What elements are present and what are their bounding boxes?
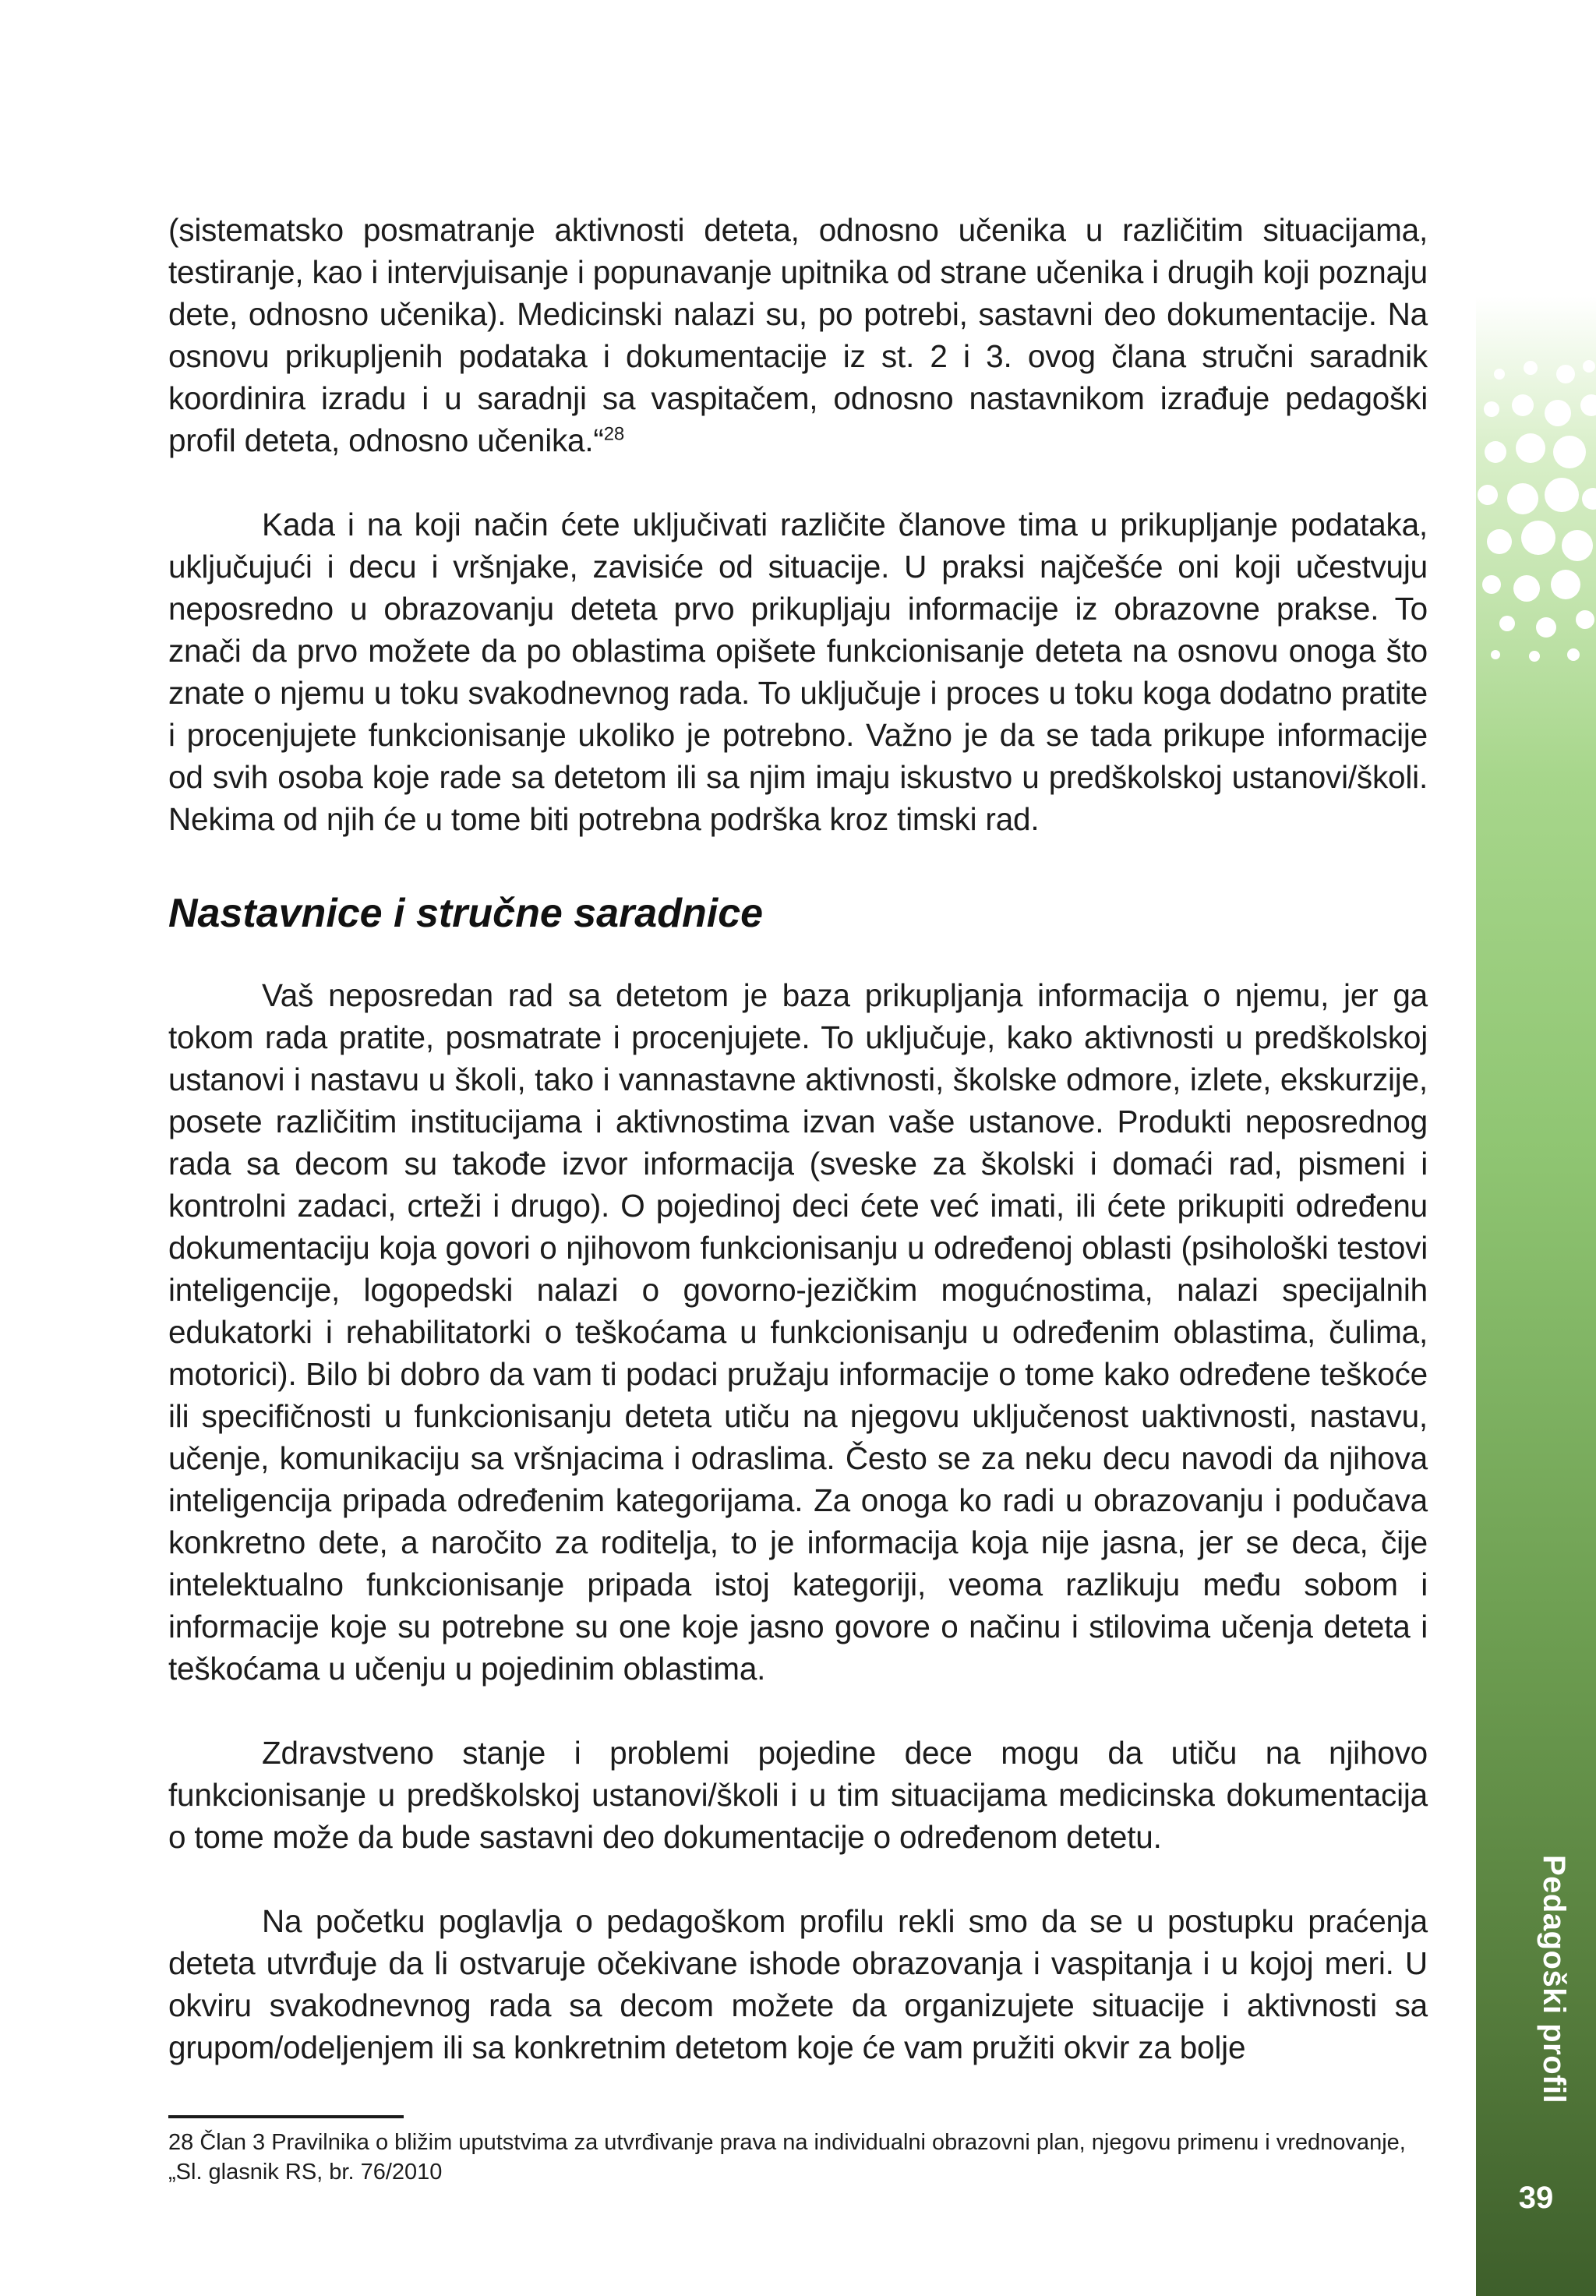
- section-heading: Nastavnice i stručne saradnice: [168, 891, 764, 936]
- decorative-dot-pattern: [1476, 351, 1596, 662]
- footnote-reference: 28: [603, 423, 625, 445]
- paragraph-2: Kada i na koji način ćete uključivati različite članove tima u prikupljanje podataka, uključujući i decu i vršnjake, zavisiće od situacije. U praksi najčešće oni koji učestvuju neposredno u obrazovanju deteta prvo prikupljaju informacije iz obrazovne prakse. To znači da prvo možete da po oblastima opišete funkcionisanje deteta na osnovu onoga što znate o njemu u toku svakodnevnog rada. To uključuje i proces u toku koga dodatno pratite i procenjujete funkcionisanje ukoliko je potrebno. Važno je da se tada prikupe informacije od svih osoba koje rade sa detetom ili sa njim imaju iskustvo u predškolskoj ustanovi/školi. Nekima od njih će u tome biti potrebna podrška kroz timski rad.: [168, 507, 1428, 837]
- page-number: 39: [1518, 2181, 1554, 2215]
- chapter-title: Pedagoški profil: [1537, 1855, 1571, 2104]
- paragraph-4: Zdravstveno stanje i problemi pojedine dece mogu da utiču na njihovo funkcionisanje u predškolskoj ustanovi/školi i u tim situacijama medicinska dokumentacija o tome može da bude sastavni deo dokumentacije o određenom detetu.: [168, 1735, 1428, 1855]
- page-body: [168, 209, 1428, 2068]
- paragraph-3: Vaš neposredan rad sa detetom je baza prikupljanja informacija o njemu, jer ga tokom rada pratite, posmatrate i procenjujete. To uključuje, kako aktivnosti u predškolskoj ustanovi i nastavu u školi, tako i vannastavne aktivnosti, školske odmore, izlete, ekskurzije, posete različitim institucijama i aktivnostima izvan vaše ustanove. Produkti neposrednog rada sa decom su takođe izvor informacija (sveske za školski i domaći rad, pismeni i kontrolni zadaci, crteži i drugo). O pojedinoj deci ćete već imati, ili ćete prikupiti određenu dokumentaciju koja govori o njihovom funkcionisanju u određenoj oblasti (psihološki testovi inteligencije, logopedski nalazi o govorno-jezičkim mogućnostima, nalazi specijalnih edukatorki i rehabilitatorki o teškoćama u funkcionisanju u određenim oblastima, čulima, motorici). Bilo bi dobro da vam ti podaci pružaju informacije o tome kako određene teškoće ili specifičnosti u funkcionisanju deteta utiču na njegovu uključenost uaktivnosti, nastavu, učenje, komunikaciju sa vršnjacima i odraslima. Često se za neku decu navodi da njihova inteligencija pripada određenim kategorijama. Za onoga ko radi u obrazovanju i podučava konkretno dete, a naročito za roditelja, to je informacija koja nije jasna, jer se deca, čije intelektualno funkcionisanje pripada istoj kategoriji, veoma razlikuju među sobom i informacije koje su potrebne su one koje jasno govore o načinu i stilovima učenja deteta i teškoćama u učenju u pojedinim oblastima.: [168, 977, 1428, 1687]
- footnote: 28 Član 3 Pravilnika o bližim uputstvima za utvrđivanje prava na individualni obrazovni plan, njegovu primenu i vrednovanje, „Sl. glasnik RS, br. 76/2010: [168, 2130, 1406, 2185]
- paragraph-5: Na početku poglavlja o pedagoškom profilu rekli smo da se u postupku praćenja deteta utvrđuje da li ostvaruje očekivane ishode obrazovanja i vaspitanja i u kojoj meri. U okviru svakodnevnog rada sa decom možete da organizujete situacije i aktivnosti sa grupom/odeljenjem ili sa konkretnim detetom koje će vam pružiti okvir za bolje: [168, 1903, 1428, 2065]
- footnote-divider: [168, 2115, 404, 2118]
- paragraph-1: (sistematsko posmatranje aktivnosti deteta, odnosno učenika u različitim situacijama, testiranje, kao i intervjuisanje i popunavanje upitnika od strane učenika i drugih koji poznaju dete, odnosno učenika). Medicinski nalazi su, po potrebi, sastavni deo dokumentacije. Na osnovu prikupljenih podataka i dokumentacije iz st. 2 i 3. ovog člana stručni saradnik koordinira izradu i u saradnji sa vaspitačem, odnosno nastavnikom izrađuje pedagoški profil deteta, odnosno učenika.“$^{28}$: [168, 212, 1428, 458]
